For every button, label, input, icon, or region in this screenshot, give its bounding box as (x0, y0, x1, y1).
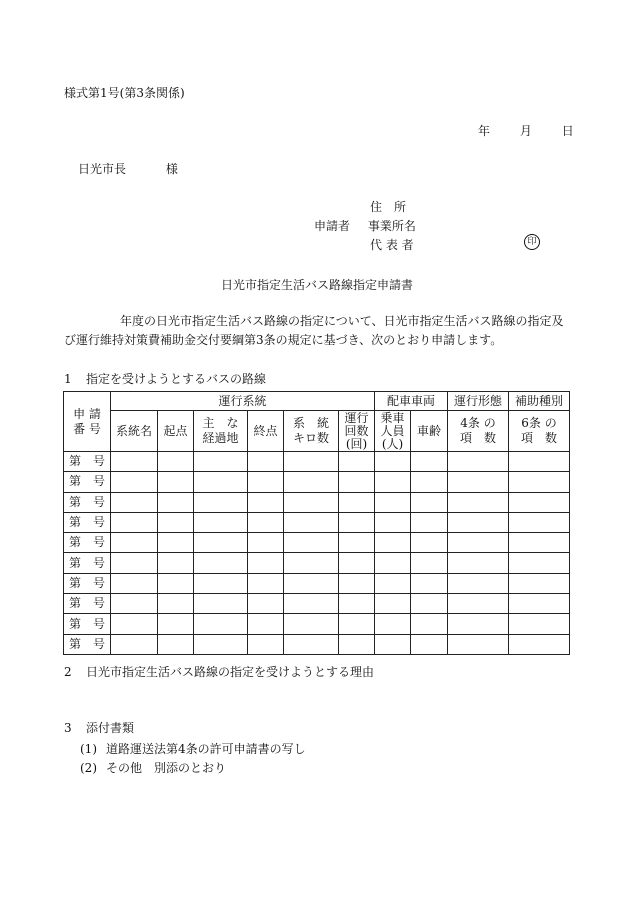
table-cell (111, 492, 158, 512)
table-cell (375, 533, 411, 553)
table-cell (411, 634, 448, 654)
table-cell (158, 594, 194, 614)
table-cell (339, 553, 375, 573)
table-cell (158, 492, 194, 512)
table-cell (248, 614, 284, 634)
table-cell (194, 512, 248, 532)
table-cell (111, 553, 158, 573)
vehicle-header: 配車車両 (375, 392, 448, 411)
section-2-heading (64, 663, 374, 680)
table-cell (194, 553, 248, 573)
table-cell (339, 614, 375, 634)
operation-form-header: 運行形態 (448, 392, 509, 411)
table-cell (158, 452, 194, 472)
date-day-label: 日 (561, 124, 574, 138)
body-text-line-2: び運行維持対策費補助金交付要綱第3条の規定に基づき、次のとおり申請します。 (64, 333, 503, 347)
form-label: 様式第1号(第3条関係) (64, 86, 185, 100)
table-cell (375, 512, 411, 532)
table-cell (448, 594, 509, 614)
table-cell (411, 512, 448, 532)
table-cell (284, 553, 339, 573)
table-cell (411, 533, 448, 553)
table-cell (448, 614, 509, 634)
table-row (64, 573, 570, 593)
section-2-number: 2 (64, 665, 72, 679)
table-cell (111, 634, 158, 654)
table-cell (248, 594, 284, 614)
table-cell (284, 512, 339, 532)
table-cell (509, 614, 570, 634)
table-cell (375, 634, 411, 654)
table-cell (111, 533, 158, 553)
section-1-title: 指定を受けようとするバスの路線 (86, 372, 267, 386)
table-cell (339, 472, 375, 492)
table-cell (248, 452, 284, 472)
table-cell (158, 634, 194, 654)
row-number-label: 第 号 (64, 533, 111, 553)
table-row (64, 533, 570, 553)
table-cell (375, 573, 411, 593)
table-cell (111, 573, 158, 593)
table-cell (411, 614, 448, 634)
col-vehicle-age: 車齢 (411, 411, 448, 452)
table-cell (509, 634, 570, 654)
col-run-count: 運行 回数 (回) (339, 411, 375, 452)
table-cell (411, 573, 448, 593)
operation-system-header: 運行系統 (111, 392, 375, 411)
addressee (78, 160, 178, 177)
row-number-label: 第 号 (64, 512, 111, 532)
table-cell (158, 472, 194, 492)
table-row (64, 492, 570, 512)
table-cell (284, 492, 339, 512)
col-end-point: 終点 (248, 411, 284, 452)
table-cell (284, 634, 339, 654)
table-cell (284, 614, 339, 634)
table-cell (111, 472, 158, 492)
row-number-label: 第 号 (64, 573, 111, 593)
row-number-label: 第 号 (64, 472, 111, 492)
table-cell (339, 533, 375, 553)
table-row (64, 452, 570, 472)
table-cell (284, 594, 339, 614)
subsidy-type-header: 補助種別 (509, 392, 570, 411)
table-cell (194, 533, 248, 553)
addressee-honorific: 様 (165, 162, 178, 176)
section-3-number: 3 (64, 721, 72, 735)
table-cell (448, 452, 509, 472)
address-label: 住 所 (370, 200, 407, 214)
table-cell (339, 512, 375, 532)
table-cell (375, 614, 411, 634)
table-cell (194, 452, 248, 472)
table-cell (509, 573, 570, 593)
table-cell (448, 512, 509, 532)
table-cell (411, 472, 448, 492)
table-row (64, 512, 570, 532)
table-cell (194, 472, 248, 492)
table-cell (411, 492, 448, 512)
section-3-heading (64, 719, 134, 736)
table-cell (158, 553, 194, 573)
addressee-name: 日光市長 (78, 162, 127, 176)
section-1-number: 1 (64, 372, 72, 386)
table-cell (448, 553, 509, 573)
table-cell (284, 533, 339, 553)
row-number-label: 第 号 (64, 452, 111, 472)
table-cell (375, 452, 411, 472)
document-title: 日光市指定生活バス路線指定申請書 (221, 278, 414, 292)
table-row (64, 614, 570, 634)
table-cell (194, 594, 248, 614)
table-cell (339, 594, 375, 614)
table-cell (158, 533, 194, 553)
table-cell (448, 634, 509, 654)
col-capacity: 乗車 人員 (人) (375, 411, 411, 452)
table-cell (194, 614, 248, 634)
table-cell (448, 533, 509, 553)
table-cell (284, 452, 339, 472)
col-start-point: 起点 (158, 411, 194, 452)
table-cell (339, 573, 375, 593)
body-text-line-1: 年度の日光市指定生活バス路線の指定について、日光市指定生活バス路線の指定及 (120, 314, 564, 328)
table-cell (375, 492, 411, 512)
row-number-label: 第 号 (64, 492, 111, 512)
table-row (64, 553, 570, 573)
row-number-label: 第 号 (64, 634, 111, 654)
table-cell (411, 553, 448, 573)
table-cell (248, 533, 284, 553)
table-cell (111, 594, 158, 614)
table-cell (158, 614, 194, 634)
table-cell (248, 512, 284, 532)
table-cell (375, 594, 411, 614)
attachment-item: (2) その他 別添のとおり (80, 761, 227, 775)
table-cell (194, 573, 248, 593)
seal-mark-icon: 印 (524, 234, 540, 250)
table-cell (158, 512, 194, 532)
representative-label: 代 表 者 (370, 238, 414, 252)
table-cell (509, 492, 570, 512)
row-number-label: 第 号 (64, 594, 111, 614)
table-cell (339, 492, 375, 512)
table-row (64, 594, 570, 614)
col-article6-items: 6条 の 項 数 (509, 411, 570, 452)
table-cell (158, 573, 194, 593)
table-cell (248, 553, 284, 573)
table-cell (509, 452, 570, 472)
table-cell (111, 614, 158, 634)
attachment-item: (1) 道路運送法第4条の許可申請書の写し (80, 742, 306, 756)
table-cell (194, 492, 248, 512)
row-number-label: 第 号 (64, 614, 111, 634)
col-route-km: 系 統 キロ数 (284, 411, 339, 452)
bus-route-table (63, 391, 570, 655)
date-year-label: 年 (478, 124, 491, 138)
row-number-label: 第 号 (64, 553, 111, 573)
table-cell (509, 533, 570, 553)
applicant-office-row (314, 217, 416, 234)
table-cell (509, 594, 570, 614)
section-3-title: 添付書類 (86, 721, 135, 735)
table-cell (194, 634, 248, 654)
col-system-name: 系統名 (111, 411, 158, 452)
table-cell (248, 492, 284, 512)
table-cell (339, 452, 375, 472)
table-cell (448, 573, 509, 593)
table-cell (411, 452, 448, 472)
table-cell (509, 512, 570, 532)
table-cell (411, 594, 448, 614)
table-cell (509, 553, 570, 573)
table-cell (375, 553, 411, 573)
table-cell (284, 472, 339, 492)
table-row (64, 634, 570, 654)
office-name-label: 事業所名 (367, 219, 416, 233)
table-cell (284, 573, 339, 593)
table-cell (111, 452, 158, 472)
table-cell (509, 472, 570, 492)
col-main-via: 主 な 経過地 (194, 411, 248, 452)
col-article4-items: 4条 の 項 数 (448, 411, 509, 452)
applicant-role-label: 申請者 (314, 219, 351, 233)
app-number-header: 申 請 番 号 (64, 392, 111, 452)
date-line (478, 122, 574, 139)
table-cell (111, 512, 158, 532)
table-cell (248, 573, 284, 593)
section-1-heading (64, 370, 266, 387)
table-cell (248, 634, 284, 654)
table-cell (375, 472, 411, 492)
date-month-label: 月 (519, 124, 532, 138)
table-cell (248, 472, 284, 492)
table-cell (448, 492, 509, 512)
table-row (64, 472, 570, 492)
table-body (64, 452, 570, 655)
table-cell (339, 634, 375, 654)
section-2-title: 日光市指定生活バス路線の指定を受けようとする理由 (86, 665, 375, 679)
table-cell (448, 472, 509, 492)
